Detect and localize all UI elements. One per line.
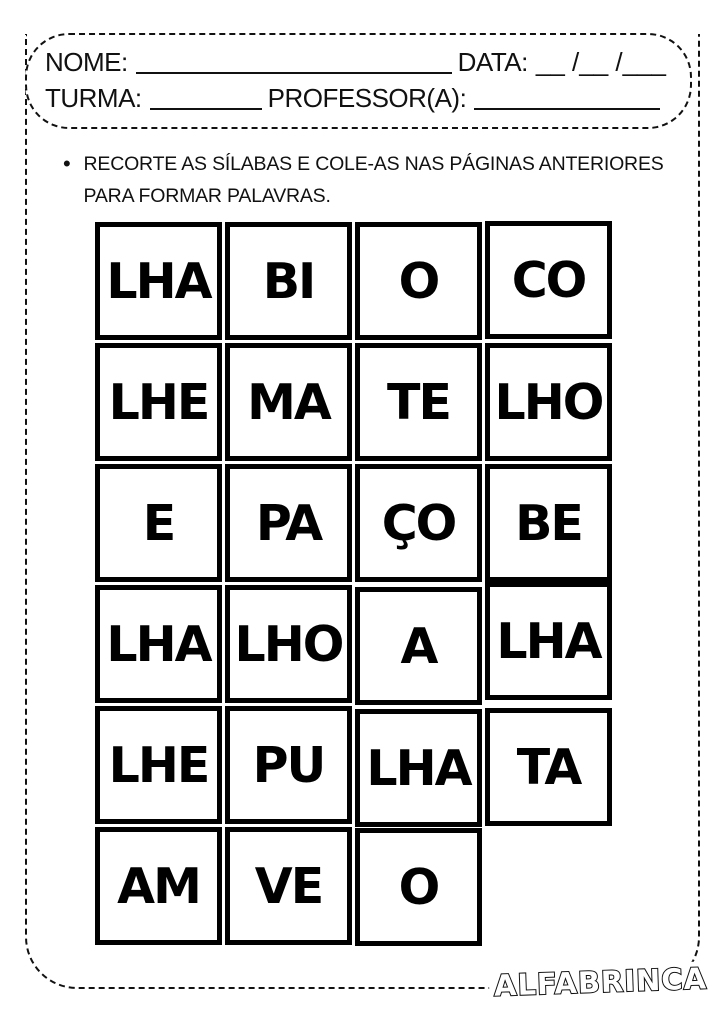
name-date-row xyxy=(45,48,666,77)
syllable-cell: CO xyxy=(485,221,612,339)
syllable-cell: BE xyxy=(485,464,612,582)
instruction-line-1: RECORTE AS SÍLABAS E COLE-AS NAS PÁGINAS ANTERIORES xyxy=(83,153,664,175)
instruction-line-2: PARA FORMAR PALAVRAS. xyxy=(83,185,331,208)
syllable-cell: TE xyxy=(355,343,482,461)
instruction-text xyxy=(84,148,664,212)
brand-logo: ALFABRINCA xyxy=(488,961,712,1003)
syllable-cell: A xyxy=(355,587,482,705)
syllable-cell: ÇO xyxy=(355,464,482,582)
syllable-cell: O xyxy=(355,222,482,340)
class-teacher-row xyxy=(45,84,666,113)
syllable-cell: LHA xyxy=(355,709,482,827)
syllable-cell: MA xyxy=(225,343,352,461)
syllable-cell: LHO xyxy=(485,343,612,461)
syllable-cell: O xyxy=(355,828,482,946)
syllable-cell: PU xyxy=(225,706,352,824)
syllable-cell: LHA xyxy=(95,585,222,703)
syllable-cell: AM xyxy=(95,827,222,945)
syllable-cell: BI xyxy=(225,222,352,340)
teacher-blank-line xyxy=(474,84,660,110)
syllable-cell: LHA xyxy=(485,582,612,700)
instruction xyxy=(63,148,664,212)
syllable-cell: TA xyxy=(485,708,612,826)
name-blank-line xyxy=(136,48,452,74)
bullet-icon: • xyxy=(63,151,71,176)
syllable-cell: E xyxy=(95,464,222,582)
syllable-cell: LHE xyxy=(95,706,222,824)
teacher-label: PROFESSOR(A): xyxy=(267,82,467,113)
syllable-cell: LHE xyxy=(95,343,222,461)
syllable-cell: LHO xyxy=(225,585,352,703)
name-label: NOME: xyxy=(45,46,128,77)
class-blank-line xyxy=(150,84,262,110)
date-blank-slots: __ /__ /___ xyxy=(535,46,666,77)
date-label: DATA: xyxy=(457,46,528,77)
syllable-grid xyxy=(95,222,612,945)
syllable-cell: LHA xyxy=(95,222,222,340)
class-label: TURMA: xyxy=(45,82,142,113)
student-info-header xyxy=(25,33,692,129)
syllable-cell: VE xyxy=(225,827,352,945)
syllable-cell: PA xyxy=(225,464,352,582)
